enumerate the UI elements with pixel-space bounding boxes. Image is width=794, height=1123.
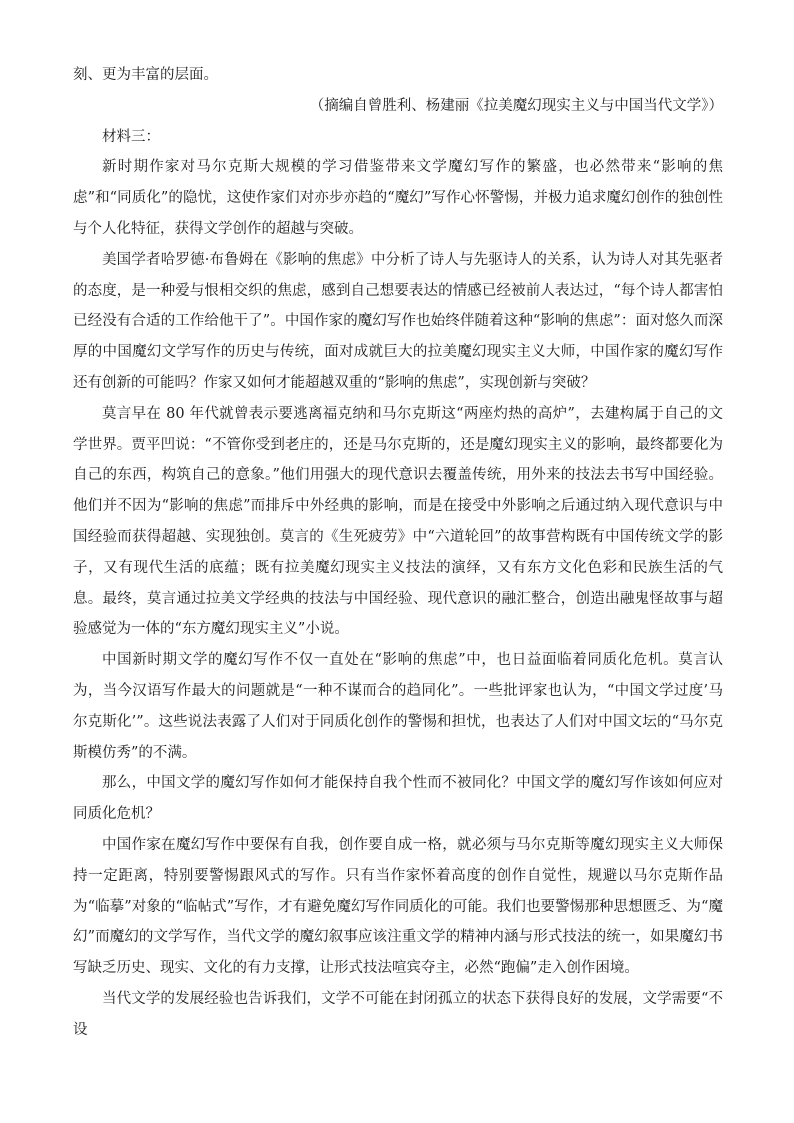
paragraph: 中国新时期文学的魔幻写作不仅一直处在“影响的焦虑”中，也日益面临着同质化危机。莫言认为，当今汉语写作最大的问题就是“一种不谋而合的趋同化”。一些批评家也认为，“中国文学过度’马尔克斯化’”。这些说法表露了人们对于同质化创作的警惕和担忧，也表达了人们对中国文坛的“马尔克斯模仿秀”的不满。 bbox=[73, 652, 723, 761]
paragraph: 中国作家在魔幻写作中要保有自我，创作要自成一格，就必须与马尔克斯等魔幻现实主义大师保持一定距离，特别要警惕跟风式的写作。只有当作家怀着高度的创作自觉性，规避以马尔克斯作品为“临摹”对象的“临帖式”写作，才有避免魔幻写作同质化的可能。我们也要警惕那种思想匮乏、为“魔幻”而魔幻的文学写作，当代文学的魔幻叙事应该注重文学的精神内涵与形式技法的统一，如果魔幻书写缺乏历史、现实、文化的有力支撑，让形式技法喧宾夺主，必然“跑偏”走入创作困境。 bbox=[73, 836, 723, 977]
section-heading-material-3: 材料三： bbox=[102, 128, 160, 145]
paragraph: 莫言早在 80 年代就曾表示要逃离福克纳和马尔克斯这“两座灼热的高炉”，去建构属于自己的文学世界。贾平凹说：“不管你受到老庄的，还是马尔克斯的，还是魔幻现实主义的影响，最终都要化为自己的东西，构筑自己的意象。”他们用强大的现代意识去覆盖传统，用外来的技法去书写中国经验。他们并不因为“影响的焦虑”而排斥中外经典的影响，而是在接受中外影响之后通过纳入现代意识与中国经验而获得超越、实现独创。莫言的《生死疲劳》中“六道轮回”的故事营构既有中国传统文学的影子，又有现代生活的底蕴；既有拉美魔幻现实主义技法的演绎，又有东方文化色彩和民族生活的气息。最终，莫言通过拉美文学经典的技法与中国经验、现代意识的融汇整合，创造出融鬼怪故事与超验感觉为一体的“东方魔幻现实主义”小说。 bbox=[73, 405, 723, 638]
paragraph: 那么，中国文学的魔幻写作如何才能保持自我个性而不被同化？中国文学的魔幻写作该如何应对同质化危机？ bbox=[73, 775, 723, 823]
paragraph: 新时期作家对马尔克斯大规模的学习借鉴带来文学魔幻写作的繁盛，也必然带来“影响的焦虑”和“同质化”的隐忧，这使作家们对亦步亦趋的“魔幻”写作心怀警惕，并极力追求魔幻创作的独创性与个人化特征，获得文学创作的超越与突破。 bbox=[73, 159, 723, 237]
paragraph-continuation: 刻、更为丰富的层面。 bbox=[73, 67, 218, 83]
source-citation: （摘编自曾胜利、杨建丽《拉美魔幻现实主义与中国当代文学》） bbox=[309, 97, 723, 114]
document-body bbox=[73, 60, 723, 1046]
paragraph: 美国学者哈罗德·布鲁姆在《影响的焦虑》中分析了诗人与先驱诗人的关系，认为诗人对其先驱者的态度，是一种爱与恨相交织的焦虑，感到自己想要表达的情感已经被前人表达过，“每个诗人都害怕已经没有合适的工作给他干了”。中国作家的魔幻写作也始终伴随着这种“影响的焦虑”：面对悠久而深厚的中国魔幻文学写作的历史与传统，面对成就巨大的拉美魔幻现实主义大师，中国作家的魔幻写作还有创新的可能吗？作家又如何才能超越双重的“影响的焦虑”，实现创新与突破？ bbox=[73, 251, 723, 391]
paragraph-truncated: 当代文学的发展经验也告诉我们，文学不可能在封闭孤立的状态下获得良好的发展，文学需要“不设 bbox=[73, 990, 723, 1038]
